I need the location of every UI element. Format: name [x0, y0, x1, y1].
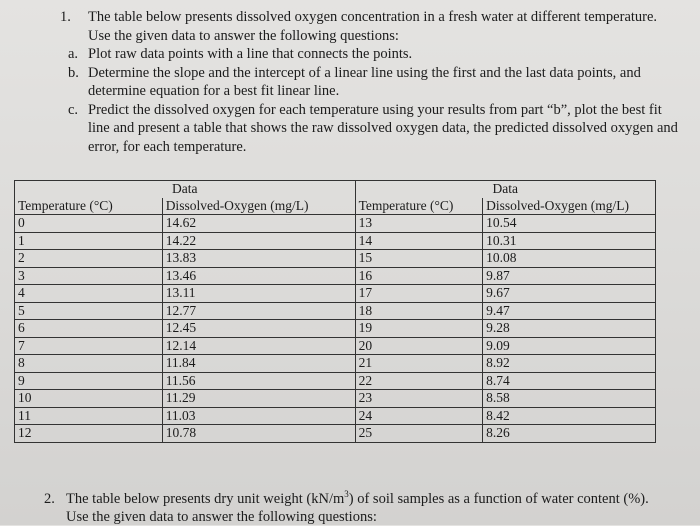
dissolved-oxygen-cell: 12.45 — [162, 320, 355, 338]
table-row — [15, 390, 656, 408]
question-2-text-before: The table below presents dry unit weight (kN/m — [66, 491, 345, 507]
table-row — [15, 250, 656, 268]
table-column-header-row — [15, 198, 656, 215]
dissolved-oxygen-cell: 13.11 — [162, 285, 355, 303]
question-1-part-c — [68, 101, 680, 157]
table-row — [15, 267, 656, 285]
question-2 — [44, 490, 664, 526]
table-row — [15, 232, 656, 250]
table-row — [15, 425, 656, 443]
temperature-cell: 25 — [355, 425, 483, 443]
question-1-part-a — [68, 45, 680, 64]
temperature-cell: 8 — [15, 355, 163, 373]
temperature-cell: 22 — [355, 372, 483, 390]
temperature-cell: 13 — [355, 215, 483, 233]
col-header-dissolved-oxygen-2: Dissolved-Oxygen (mg/L) — [483, 198, 656, 215]
temperature-cell: 12 — [15, 425, 163, 443]
dissolved-oxygen-cell: 13.83 — [162, 250, 355, 268]
table-row — [15, 285, 656, 303]
question-2-text-after: ) of soil samples as a function of water content (%). Use the given data to answer the following questions: — [66, 491, 649, 525]
dissolved-oxygen-cell: 11.29 — [162, 390, 355, 408]
col-header-temperature-1: Temperature (°C) — [15, 198, 163, 215]
question-1-intro: The table below presents dissolved oxygen concentration in a fresh water at different temperature. Use the given data to answer the following questions: — [88, 9, 658, 44]
temperature-cell: 10 — [15, 390, 163, 408]
temperature-cell: 15 — [355, 250, 483, 268]
temperature-cell: 23 — [355, 390, 483, 408]
part-c-text: Predict the dissolved oxygen for each temperature using your results from part “b”, plot the best fit line and present a table that shows the raw dissolved oxygen data, the predicted dissolved oxygen and error, for each temperature. — [88, 101, 678, 155]
temperature-cell: 9 — [15, 372, 163, 390]
dissolved-oxygen-cell: 8.74 — [483, 372, 656, 390]
dissolved-oxygen-cell: 8.58 — [483, 390, 656, 408]
dissolved-oxygen-cell: 14.62 — [162, 215, 355, 233]
temperature-cell: 6 — [15, 320, 163, 338]
part-b-letter: b. — [68, 64, 79, 81]
temperature-cell: 16 — [355, 267, 483, 285]
question-1 — [60, 8, 680, 156]
dissolved-oxygen-cell: 12.14 — [162, 337, 355, 355]
part-a-text: Plot raw data points with a line that connects the points. — [88, 46, 413, 62]
temperature-cell: 0 — [15, 215, 163, 233]
table-row — [15, 372, 656, 390]
group-header-left: Data — [15, 181, 356, 198]
dissolved-oxygen-table — [14, 180, 656, 443]
dissolved-oxygen-cell: 11.56 — [162, 372, 355, 390]
dissolved-oxygen-cell: 9.67 — [483, 285, 656, 303]
question-1-number: 1. — [60, 9, 71, 25]
temperature-cell: 21 — [355, 355, 483, 373]
table-row — [15, 407, 656, 425]
table-row — [15, 320, 656, 338]
dissolved-oxygen-cell: 12.77 — [162, 302, 355, 320]
temperature-cell: 19 — [355, 320, 483, 338]
temperature-cell: 3 — [15, 267, 163, 285]
temperature-cell: 2 — [15, 250, 163, 268]
question-1-part-b — [68, 64, 680, 101]
temperature-cell: 7 — [15, 337, 163, 355]
dissolved-oxygen-cell: 11.03 — [162, 407, 355, 425]
temperature-cell: 18 — [355, 302, 483, 320]
dissolved-oxygen-cell: 8.92 — [483, 355, 656, 373]
dissolved-oxygen-cell: 8.42 — [483, 407, 656, 425]
dissolved-oxygen-cell: 14.22 — [162, 232, 355, 250]
dissolved-oxygen-cell: 11.84 — [162, 355, 355, 373]
dissolved-oxygen-cell: 9.09 — [483, 337, 656, 355]
temperature-cell: 17 — [355, 285, 483, 303]
temperature-cell: 24 — [355, 407, 483, 425]
dissolved-oxygen-cell: 9.87 — [483, 267, 656, 285]
question-2-superscript: 3 — [344, 489, 349, 500]
temperature-cell: 20 — [355, 337, 483, 355]
table-row — [15, 337, 656, 355]
temperature-cell: 14 — [355, 232, 483, 250]
dissolved-oxygen-cell: 10.08 — [483, 250, 656, 268]
dissolved-oxygen-cell: 9.28 — [483, 320, 656, 338]
question-2-text — [66, 490, 664, 526]
dissolved-oxygen-cell: 10.54 — [483, 215, 656, 233]
group-header-right: Data — [355, 181, 655, 198]
part-c-letter: c. — [68, 101, 79, 118]
temperature-cell: 11 — [15, 407, 163, 425]
part-b-text: Determine the slope and the intercept of a linear line using the first and the last data points, and determine equation for a best fit linear line. — [88, 64, 641, 99]
dissolved-oxygen-cell: 9.47 — [483, 302, 656, 320]
dissolved-oxygen-cell: 10.78 — [162, 425, 355, 443]
col-header-temperature-2: Temperature (°C) — [355, 198, 483, 215]
table-group-header-row — [15, 181, 656, 198]
dissolved-oxygen-cell: 8.26 — [483, 425, 656, 443]
temperature-cell: 5 — [15, 302, 163, 320]
temperature-cell: 4 — [15, 285, 163, 303]
part-a-letter: a. — [68, 46, 79, 62]
table-row — [15, 355, 656, 373]
dissolved-oxygen-cell: 13.46 — [162, 267, 355, 285]
question-2-number: 2. — [44, 491, 55, 507]
col-header-dissolved-oxygen-1: Dissolved-Oxygen (mg/L) — [162, 198, 355, 215]
dissolved-oxygen-cell: 10.31 — [483, 232, 656, 250]
table-row — [15, 302, 656, 320]
temperature-cell: 1 — [15, 232, 163, 250]
table-row — [15, 215, 656, 233]
